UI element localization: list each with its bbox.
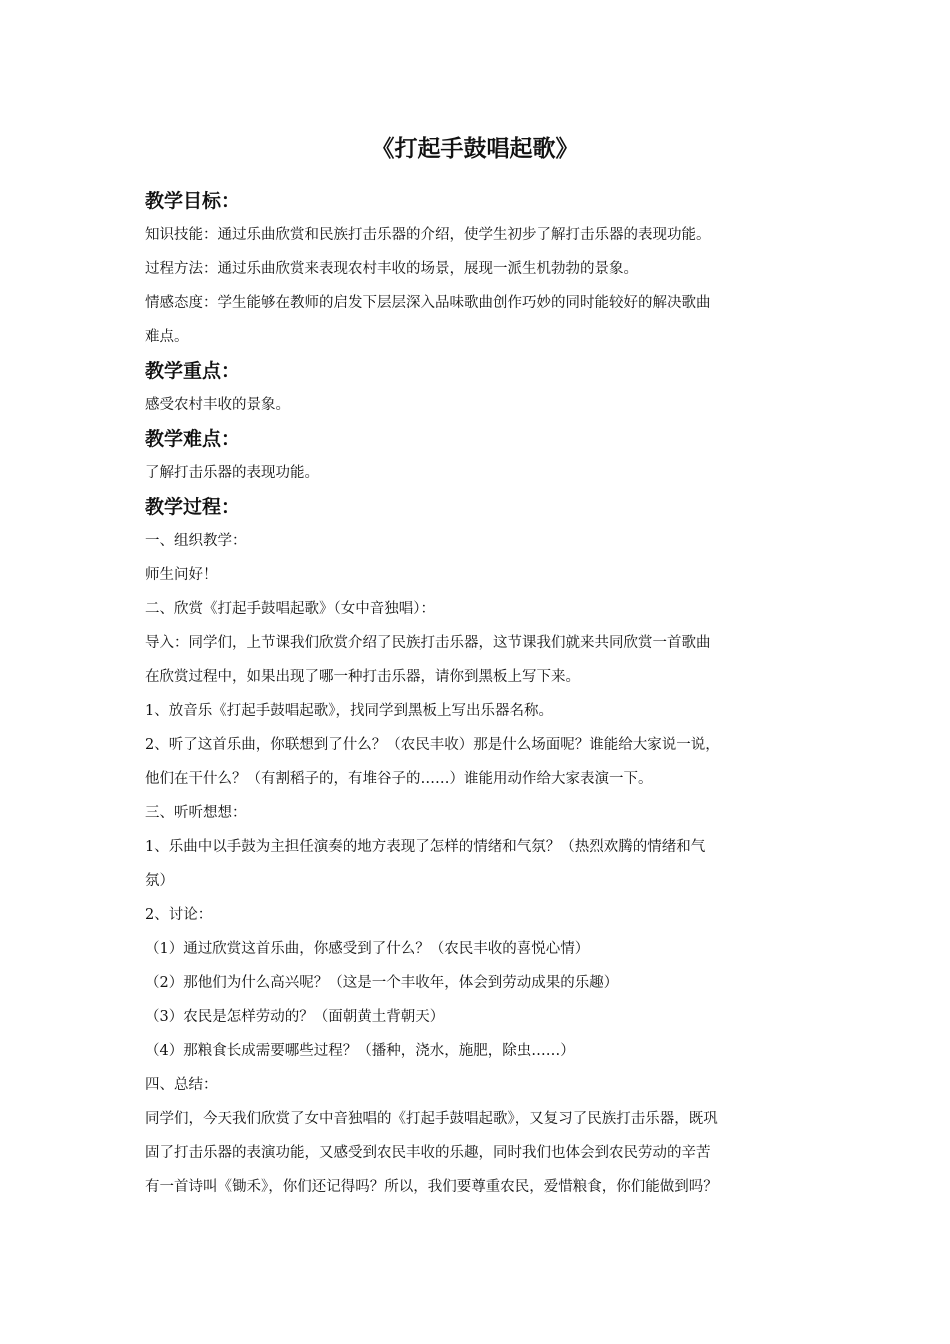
process-line: （1）通过欣赏这首乐曲，你感受到了什么？（农民丰收的喜悦心情） [145, 941, 590, 957]
process-line: 氛） [145, 873, 174, 889]
process-line: 他们在干什么？（有割稻子的，有堆谷子的……）谁能用动作给大家表演一下。 [145, 771, 653, 787]
process-line: 在欣赏过程中，如果出现了哪一种打击乐器，请你到黑板上写下来。 [145, 669, 580, 685]
process-line: 有一首诗叫《锄禾》，你们还记得吗？所以，我们要尊重农民，爱惜粮食，你们能做到吗？ [145, 1179, 718, 1195]
key-points-line: 感受农村丰收的景象。 [145, 397, 290, 413]
process-line: 1、乐曲中以手鼓为主担任演奏的地方表现了怎样的情绪和气氛？（热烈欢腾的情绪和气 [145, 839, 706, 855]
process-line: 一、组织教学： [145, 533, 247, 549]
document-title: 《打起手鼓唱起歌》 [371, 136, 579, 162]
process-line: 三、听听想想： [145, 805, 247, 821]
objectives-line: 过程方法：通过乐曲欣赏来表现农村丰收的场景，展现一派生机勃勃的景象。 [145, 261, 638, 277]
process-line: 四、总结： [145, 1077, 218, 1093]
process-line: 师生问好！ [145, 567, 218, 583]
process-line: 固了打击乐器的表演功能，又感受到农民丰收的乐趣，同时我们也体会到农民劳动的辛苦 [145, 1145, 711, 1161]
objectives-line: 知识技能：通过乐曲欣赏和民族打击乐器的介绍，使学生初步了解打击乐器的表现功能。 [145, 227, 711, 243]
heading-difficulties: 教学难点： [145, 428, 241, 450]
objectives-line: 情感态度：学生能够在教师的启发下层层深入品味歌曲创作巧妙的同时能较好的解决歌曲 [145, 295, 711, 311]
heading-process: 教学过程： [145, 496, 241, 518]
process-line: 2、讨论： [145, 907, 213, 923]
process-line: 同学们，今天我们欣赏了女中音独唱的《打起手鼓唱起歌》，又复习了民族打击乐器，既巩 [145, 1111, 718, 1127]
objectives-line: 难点。 [145, 329, 189, 345]
process-line: （4）那粮食长成需要哪些过程？（播种，浇水，施肥，除虫……） [145, 1043, 575, 1059]
process-line: 2、听了这首乐曲，你联想到了什么？（农民丰收）那是什么场面呢？谁能给大家说一说， [145, 737, 720, 753]
heading-objectives: 教学目标： [145, 190, 241, 212]
process-line: 1、放音乐《打起手鼓唱起歌》，找同学到黑板上写出乐器名称。 [145, 703, 553, 719]
difficulties-line: 了解打击乐器的表现功能。 [145, 465, 319, 481]
process-line: 二、欣赏《打起手鼓唱起歌》（女中音独唱）： [145, 601, 435, 617]
process-line: 导入：同学们，上节课我们欣赏介绍了民族打击乐器，这节课我们就来共同欣赏一首歌曲 [145, 635, 711, 651]
document-body [145, 184, 810, 1204]
heading-key-points: 教学重点： [145, 360, 241, 382]
process-line: （2）那他们为什么高兴呢？（这是一个丰收年，体会到劳动成果的乐趣） [145, 975, 619, 991]
process-line: （3）农民是怎样劳动的？（面朝黄土背朝天） [145, 1009, 445, 1025]
